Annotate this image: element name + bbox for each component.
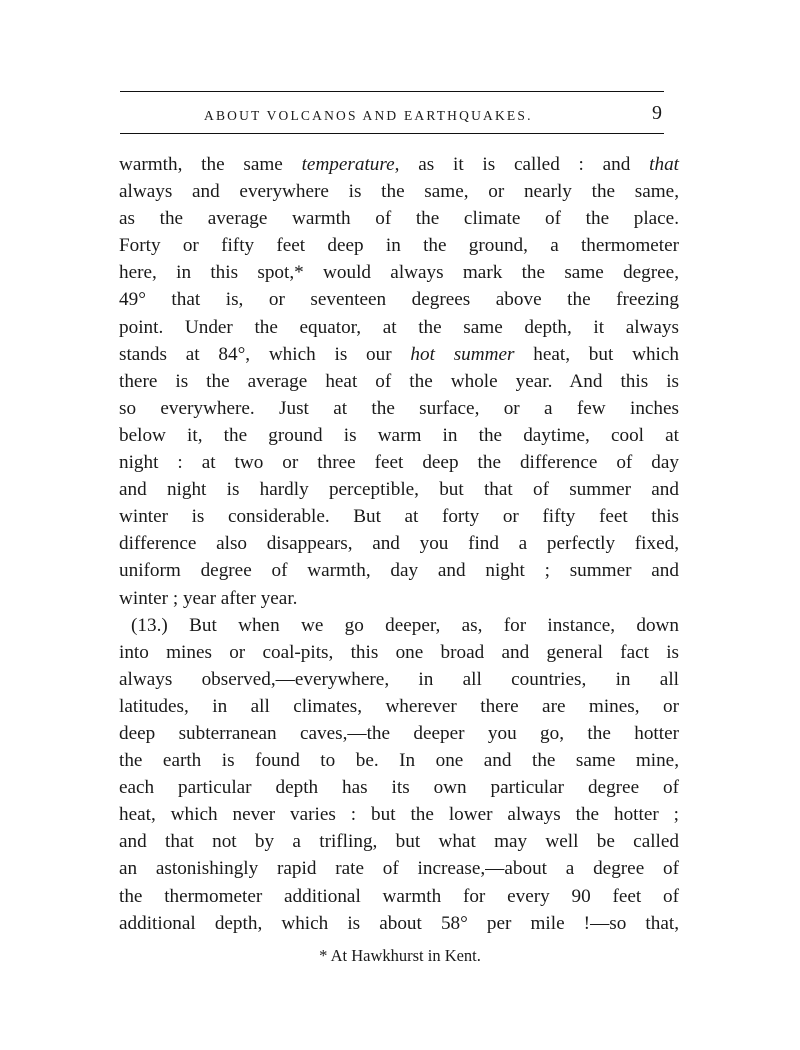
text-line: always observed,—everywhere, in all countries, in all (119, 668, 679, 690)
header-rule-top (120, 91, 664, 92)
text-line: so everywhere. Just at the surface, or a few inches (119, 397, 679, 419)
text-segment: , as it is called : and (394, 154, 650, 175)
page-number: 9 (652, 102, 662, 124)
text-segment: stands at 84°, which is our (119, 343, 411, 365)
text-segment: heat, but which (514, 343, 679, 365)
text-line: into mines or coal-pits, this one broad and general fact is (119, 641, 679, 663)
text-line (119, 341, 679, 368)
text-line: winter ; year after year. (119, 587, 298, 609)
text-line: additional depth, which is about 58° per mile !—so that, (119, 912, 679, 934)
text-line: point. Under the equator, at the same depth, it always (119, 316, 679, 338)
text-line (119, 151, 679, 178)
running-title: ABOUT VOLCANOS AND EARTHQUAKES. (204, 108, 533, 123)
text-line: and night is hardly perceptible, but that of summer and (119, 479, 679, 501)
text-line: the thermometer additional warmth for every 90 feet of (119, 885, 679, 907)
text-line: the earth is found to be. In one and the same mine, (119, 750, 679, 772)
text-line: latitudes, in all climates, wherever there are mines, or (119, 695, 679, 717)
text-segment: warmth, the same (119, 154, 302, 175)
text-line: always and everywhere is the same, or nearly the same, (119, 181, 679, 203)
text-line: winter is considerable. But at forty or fifty feet this (119, 506, 679, 528)
text-line: heat, which never varies : but the lower always the hotter ; (119, 804, 679, 826)
footnote: * At Hawkhurst in Kent. (319, 946, 481, 965)
text-line: below it, the ground is warm in the daytime, cool at (119, 424, 679, 446)
text-line: deep subterranean caves,—the deeper you go, the hotter (119, 722, 679, 744)
body-text (119, 151, 679, 937)
text-line: here, in this spot,* would always mark the same degree, (119, 262, 679, 284)
text-line: an astonishingly rapid rate of increase,—about a degree of (119, 858, 679, 880)
text-line: Forty or fifty feet deep in the ground, a thermometer (119, 235, 679, 257)
running-header (120, 102, 664, 128)
italic-phrase: temperature (301, 154, 395, 175)
text-line: and that not by a trifling, but what may well be called (119, 831, 679, 853)
text-line: as the average warmth of the climate of the place. (119, 208, 679, 230)
text-line: night : at two or three feet deep the difference of day (119, 452, 679, 474)
italic-phrase: hot summer (410, 343, 515, 365)
text-line: (13.) But when we go deeper, as, for instance, down (131, 614, 679, 636)
header-rule-bottom (120, 133, 664, 134)
text-line: uniform degree of warmth, day and night ; summer and (119, 560, 679, 582)
text-line: difference also disappears, and you find a perfectly fixed, (119, 533, 679, 555)
text-line: each particular depth has its own particular degree of (119, 777, 679, 799)
italic-phrase: that (649, 154, 679, 175)
text-line: there is the average heat of the whole year. And this is (119, 370, 679, 392)
text-line: 49° that is, or seventeen degrees above the freezing (119, 289, 679, 311)
